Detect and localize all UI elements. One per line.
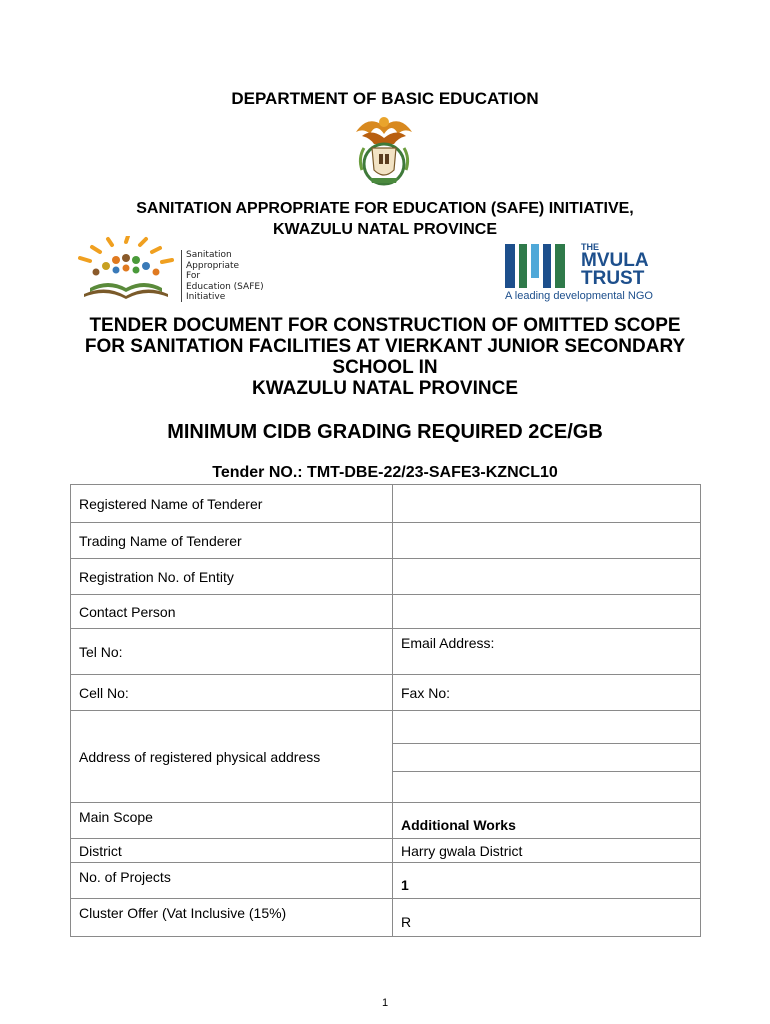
- department-heading: DEPARTMENT OF BASIC EDUCATION: [231, 89, 539, 108]
- address-label: Address of registered physical address: [71, 711, 393, 803]
- table-row: [71, 863, 701, 899]
- district-value: Harry gwala District: [393, 839, 701, 863]
- contact-person-field[interactable]: [393, 595, 701, 629]
- address-line-3-field[interactable]: [393, 772, 701, 803]
- table-row: [71, 523, 701, 559]
- table-row: [71, 485, 701, 523]
- table-row: [71, 595, 701, 629]
- cidb-grading-heading: MINIMUM CIDB GRADING REQUIRED 2CE/GB: [167, 421, 603, 443]
- tender-title: TENDER DOCUMENT FOR CONSTRUCTION OF OMITTED SCOPE FOR SANITATION FACILITIES AT VIERKANT JUNIOR SECONDARY SCHOOL IN KWAZULU NATAL PROVINCE: [84, 315, 686, 399]
- no-of-projects-value: 1: [393, 863, 701, 899]
- contact-person-label: Contact Person: [71, 595, 393, 629]
- registration-no-label: Registration No. of Entity: [71, 559, 393, 595]
- cell-no-label[interactable]: Cell No:: [71, 675, 393, 711]
- district-label: District: [71, 839, 393, 863]
- table-row: [71, 711, 701, 744]
- no-of-projects-label: No. of Projects: [71, 863, 393, 899]
- tender-number: Tender NO.: TMT-DBE-22/23-SAFE3-KZNCL10: [212, 464, 558, 481]
- tenderer-details-table: [70, 484, 701, 937]
- main-scope-value: Additional Works: [393, 803, 701, 839]
- table-row: [71, 839, 701, 863]
- cluster-offer-label: Cluster Offer (Vat Inclusive (15%): [71, 899, 393, 937]
- safe-logo-divider: [181, 250, 182, 302]
- safe-logo-text: Sanitation Appropriate For Education (SAFE) Initiative: [186, 250, 264, 302]
- address-line-1-field[interactable]: [393, 711, 701, 744]
- page-number: 1: [381, 997, 389, 1009]
- initiative-heading: SANITATION APPROPRIATE FOR EDUCATION (SAFE) INITIATIVE, KWAZULU NATAL PROVINCE: [136, 200, 634, 238]
- mvula-bars-icon: [503, 242, 569, 290]
- table-row: [71, 803, 701, 839]
- safe-logo: [70, 236, 280, 306]
- registered-name-field[interactable]: [393, 485, 701, 523]
- coat-of-arms-icon: [348, 112, 420, 186]
- fax-no-label[interactable]: Fax No:: [393, 675, 701, 711]
- tel-no-label[interactable]: Tel No:: [71, 629, 393, 675]
- trading-name-label: Trading Name of Tenderer: [71, 523, 393, 559]
- address-line-2-field[interactable]: [393, 744, 701, 772]
- table-row: [71, 675, 701, 711]
- table-row: [71, 629, 701, 675]
- cluster-offer-value[interactable]: R: [393, 899, 701, 937]
- registered-name-label: Registered Name of Tenderer: [71, 485, 393, 523]
- email-address-label[interactable]: Email Address:: [393, 629, 701, 675]
- main-scope-label: Main Scope: [71, 803, 393, 839]
- table-row: [71, 559, 701, 595]
- table-row: [71, 899, 701, 937]
- mvula-trust-logo: THE MVULA TRUST A leading developmental NGO: [505, 242, 653, 302]
- safe-sun-book-icon: [70, 236, 182, 306]
- trading-name-field[interactable]: [393, 523, 701, 559]
- registration-no-field[interactable]: [393, 559, 701, 595]
